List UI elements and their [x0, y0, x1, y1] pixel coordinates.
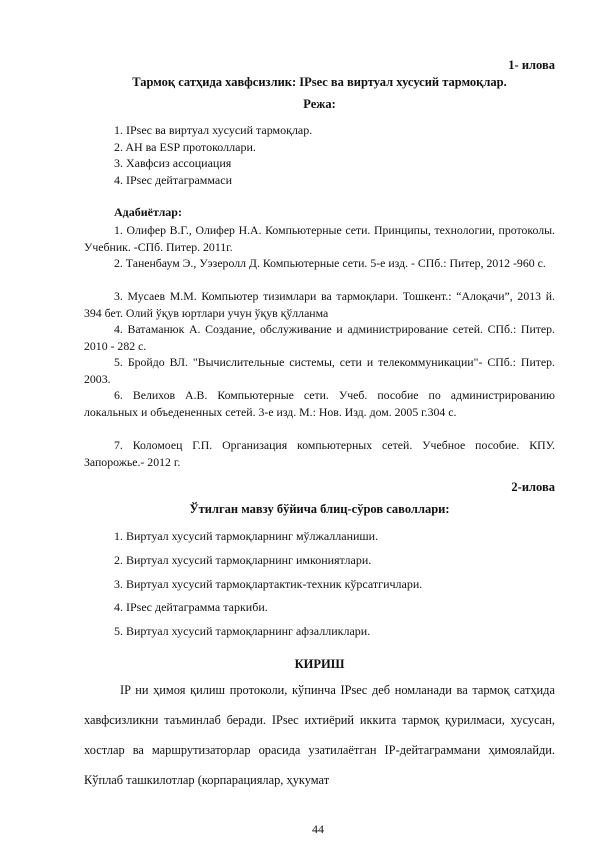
literature-item: 7. Коломоец Г.П. Организация компьютерных сетей. Учебное пособие. КПУ. Запорожье.- 2012 г.: [84, 438, 555, 469]
appendix2-label: 2-илова: [511, 480, 555, 494]
literature-item: 1. Олифер В.Г., Олифер Н.А. Компьютерные сети. Принципы, технологии, протоколы. Учебник. -СПб. Питер. 2011г.: [84, 223, 555, 254]
plan-item: 2. AH ва ESP протоколлари.: [114, 140, 256, 154]
question-item: 1. Виртуал хусусий тармоқларнинг мўлжалланиши.: [114, 529, 379, 543]
literature-item: 5. Бройдо ВЛ. "Вычислительные системы, сети и телекоммуникации"- СПб.: Питер. 2003.: [84, 355, 555, 386]
appendix2-title: Ўтилган мавзу бўйича блиц-сўров саволлари:: [189, 502, 450, 516]
plan-item: 3. Хавфсиз ассоциация: [114, 156, 232, 170]
literature-item: 4. Ватаманюк А. Создание, обслуживание и администрирование сетей. СПб.: Питер. 2010 - 282 с.: [84, 322, 555, 353]
plan-heading: Режа:: [303, 97, 336, 111]
literature-item: 2. Таненбаум Э., Уэзеролл Д. Компьютерные сети. 5-е изд. - СПб.: Питер, 2012 -960 с.: [114, 256, 546, 270]
plan-item: 1. IPsec ва виртуал хусусий тармоқлар.: [114, 123, 313, 137]
appendix1-title: Тармоқ сатҳида хавфсизлик: IPsec ва виртуал хусусий тармоқлар.: [132, 75, 507, 89]
question-item: 2. Виртуал хусусий тармоқларнинг имкониятлари.: [114, 553, 372, 567]
plan-item: 4. IPsec дейтаграммаси: [114, 173, 232, 187]
question-item: 3. Виртуал хусусий тармоқлартактик-техник кўрсатгичлари.: [114, 577, 423, 591]
literature-item: 3. Мусаев М.М. Компьютер тизимлари ва тармоқлари. Тошкент.: “Алоқачи”, 2013 й. 394 бет. Олий ўқув юртлари учун ўқув қўлланма: [84, 289, 555, 320]
question-item: 5. Виртуал хусусий тармоқларнинг афзалликлари.: [114, 624, 371, 638]
intro-paragraph: IP ни ҳимоя қилиш протоколи, кўпинча IPsec деб номланади ва тармоқ сатҳида хавфсизликни таъминлаб беради. IPsec ихтиёрий иккита тармоқ қурилмаси, хусусан, хостлар ва маршрутизаторлар орасида узатилаётган IP-дейтаграммани ҳимоялайди. Кўплаб ташкилотлар (корпарациялар, ҳукумат: [84, 683, 555, 787]
question-item: 4. IPsec дейтаграмма таркиби.: [114, 600, 268, 614]
appendix1-label: 1- илова: [508, 58, 555, 72]
literature-item: 6. Велихов А.В. Компьютерные сети. Учеб. пособие по администрированию локальных и объедененных сетей. 3-е изд. М.: Нов. Изд. дом. 2005 г.304 с.: [84, 388, 555, 419]
intro-heading: КИРИШ: [294, 657, 345, 671]
page-number: 44: [312, 822, 324, 836]
literature-heading: Адабиётлар:: [114, 205, 182, 219]
